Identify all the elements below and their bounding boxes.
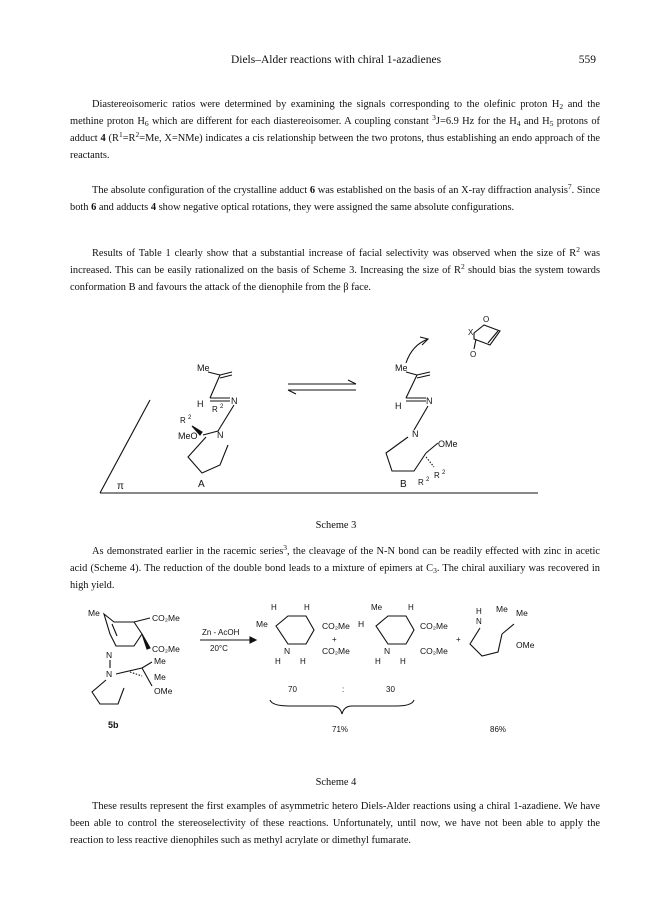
svg-text:H: H	[300, 657, 306, 666]
svg-text:+: +	[456, 635, 461, 644]
svg-text:Me: Me	[256, 619, 268, 629]
x-label: X	[468, 328, 474, 337]
ratio-minor: 30	[386, 685, 395, 694]
ratio-major: 70	[288, 685, 297, 694]
svg-text:2: 2	[426, 477, 430, 483]
n-label-a2: N	[217, 430, 224, 440]
n-label-b2: N	[412, 429, 419, 439]
conformer-a	[178, 363, 238, 490]
svg-text:N: N	[284, 646, 291, 656]
svg-text:Me: Me	[154, 672, 166, 682]
ome-label-b: OMe	[438, 439, 458, 449]
me-label-b: Me	[395, 363, 408, 373]
svg-text:H: H	[375, 657, 381, 666]
me-label-a: Me	[197, 363, 210, 373]
label-b: B	[400, 479, 407, 490]
svg-text:2: 2	[442, 470, 446, 476]
svg-text:H: H	[275, 657, 281, 666]
svg-text:R: R	[212, 405, 218, 414]
meo-label-a: MeO	[178, 431, 198, 441]
ratio-and-yields	[270, 685, 506, 734]
svg-text:H: H	[408, 603, 414, 612]
svg-text:OMe: OMe	[154, 686, 173, 696]
product-major	[256, 603, 350, 666]
scheme-3-figure	[70, 305, 600, 505]
conformer-b	[386, 363, 458, 490]
scheme-4-figure	[70, 600, 600, 760]
svg-text:H: H	[271, 603, 277, 612]
n-label-a1: N	[231, 396, 238, 406]
svg-text:Me: Me	[496, 604, 508, 614]
running-title: Diels–Alder reactions with chiral 1-azadienes	[230, 54, 442, 66]
compound-5b	[88, 608, 180, 730]
recovered-auxiliary	[470, 604, 535, 656]
dienophile	[406, 315, 500, 363]
svg-text:R: R	[434, 471, 440, 480]
yield-products: 71%	[332, 725, 349, 734]
paragraph-5: These results represent the first examples of asymmetric hetero Diels-Alder reactions using a chiral 1-azadiene. We have been able to control the stereoselectivity of these reactions. Unfortunately, until now, we have not been able to apply the reaction to less reactive dienophiles such as methyl acrylate or dimethyl fumarate.	[70, 801, 600, 846]
svg-text:N: N	[106, 650, 113, 660]
scheme-3-caption: Scheme 3	[315, 520, 357, 531]
paragraph-3: Results of Table 1 clearly show that a substantial increase of facial selectivity was observed when the size of $R^2$ was increased. This can be easily rationalized on the basis of Scheme 3. Increasing the size of $R^2$ should bias the system towards conformation B and favours the attack of the dienophile from the β face.	[70, 245, 600, 293]
svg-text:H: H	[476, 607, 482, 616]
paragraph-2: The absolute configuration of the crystalline adduct 6 was established on the basis of an X-ray diffraction analysis$^7$. Since both 6 and adducts 4 show negative optical rotations, they were assigned the same absolute configurations.	[70, 182, 600, 213]
svg-text:Me: Me	[371, 603, 383, 612]
pi-label: π	[117, 481, 124, 492]
svg-text:CO₂Me: CO₂Me	[322, 646, 350, 656]
svg-text:N: N	[384, 646, 391, 656]
svg-text:H: H	[358, 619, 365, 629]
temperature-label: 20°C	[210, 644, 228, 653]
compound-5b-label: 5b	[108, 720, 119, 730]
product-minor	[358, 603, 461, 666]
svg-text:CO₂Me: CO₂Me	[420, 646, 448, 656]
pi-plane-line	[100, 400, 150, 493]
o-label-bottom: O	[470, 350, 477, 359]
svg-text:Me: Me	[516, 608, 528, 618]
o-label-top: O	[483, 315, 490, 324]
svg-text:CO₂Me: CO₂Me	[152, 613, 180, 623]
svg-text:H: H	[400, 657, 406, 666]
label-a: A	[198, 479, 205, 490]
equilibrium-arrows	[288, 380, 356, 394]
ratio-separator: :	[342, 685, 345, 694]
svg-text:N: N	[106, 669, 113, 679]
h-label-a: H	[197, 399, 204, 409]
paragraph-1: Diastereoisomeric ratios were determined by examining the signals corresponding to the olefinic proton $H_2$ and the methine proton $H_6$ which are different for each diastereoisomer. A coupling constant $^3$J=6.9 Hz for the $H_4$ and $H_5$ protons of adduct 4 ($R^1=R^2=Me$, X=NMe) indicates a cis relationship between the two protons, thus establishing an endo approach of the reactants.	[70, 99, 600, 161]
reagent-label: Zn - AcOH	[202, 628, 240, 637]
paragraph-4: As demonstrated earlier in the racemic series$^3$, the cleavage of the N-N bond can be readily effected with zinc in acetic acid (Scheme 4). The reduction of the double bond leads to a mixture of epimers at $C_3$. The chiral auxiliary was recovered in high yield.	[70, 543, 601, 591]
svg-text:2: 2	[188, 415, 192, 421]
svg-text:R: R	[180, 416, 186, 425]
scheme-4-caption: Scheme 4	[315, 777, 357, 788]
svg-text:2: 2	[220, 404, 224, 410]
svg-text:CO₂Me: CO₂Me	[420, 621, 448, 631]
svg-text:CO₂Me: CO₂Me	[322, 621, 350, 631]
svg-text:R: R	[418, 478, 424, 487]
svg-text:H: H	[304, 603, 310, 612]
svg-text:Me: Me	[88, 608, 100, 618]
svg-text:N: N	[476, 617, 482, 626]
svg-text:Me: Me	[154, 656, 166, 666]
running-header	[0, 54, 672, 72]
h-label-b: H	[395, 401, 402, 411]
svg-text:+: +	[332, 635, 337, 644]
yield-auxiliary: 86%	[490, 725, 507, 734]
svg-text:CO₂Me: CO₂Me	[152, 644, 180, 654]
n-label-b1: N	[426, 396, 433, 406]
svg-text:OMe: OMe	[516, 640, 535, 650]
reaction-arrow	[200, 628, 256, 653]
page-number: 559	[578, 54, 596, 66]
